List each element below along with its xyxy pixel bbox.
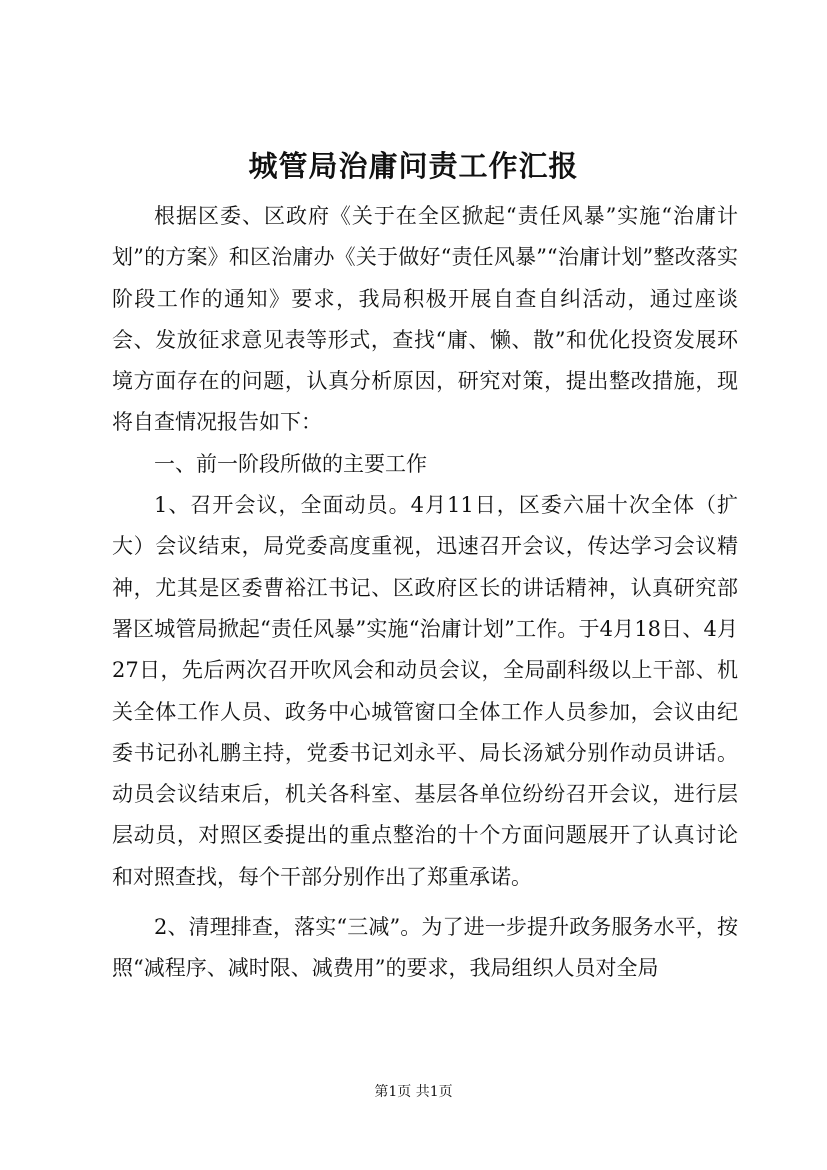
paragraph-item-1: 1、召开会议，全面动员。4月11日，区委六届十次全体（扩大）会议结束，局党委高度重视，迅速召开会议，传达学习会议精神，尤其是区委曹裕江书记、区政府区长的讲话精神，认真研究部署区城管局掀起“责任风暴”实施“治庸计划”工作。于4月18日、4月27日，先后两次召开吹风会和动员会议，全局副科级以上干部、机关全体工作人员、政务中心城管窗口全体工作人员参加，会议由纪委书记孙礼鹏主持，党委书记刘永平、局长汤斌分别作动员讲话。动员会议结束后，机关各科室、基层各单位纷纷召开会议，进行层层动员，对照区委提出的重点整治的十个方面问题展开了认真讨论和对照查找，每个干部分别作出了郑重承诺。 bbox=[112, 493, 738, 889]
paragraph-intro: 根据区委、区政府《关于在全区掀起“责任风暴”实施“治庸计划”的方案》和区治庸办《关于做好“责任风暴”“治庸计划”整改落实阶段工作的通知》要求，我局积极开展自查自纠活动，通过座谈会、发放征求意见表等形式，查找“庸、懒、散”和优化投资发展环境方面存在的问题，认真分析原因，研究对策，提出整改措施，现将自查情况报告如下： bbox=[112, 204, 738, 435]
document-title: 城管局治庸问责工作汇报 bbox=[248, 149, 579, 183]
section-heading: 一、前一阶段所做的主要工作 bbox=[154, 451, 427, 476]
page-number-footer: 第1页 共1页 bbox=[374, 1084, 453, 1100]
document-body bbox=[112, 196, 738, 990]
paragraph-item-2: 2、清理排查，落实“三减”。为了进一步提升政务服务水平，按照“减程序、减时限、减费用”的要求，我局组织人员对全局 bbox=[112, 915, 738, 981]
